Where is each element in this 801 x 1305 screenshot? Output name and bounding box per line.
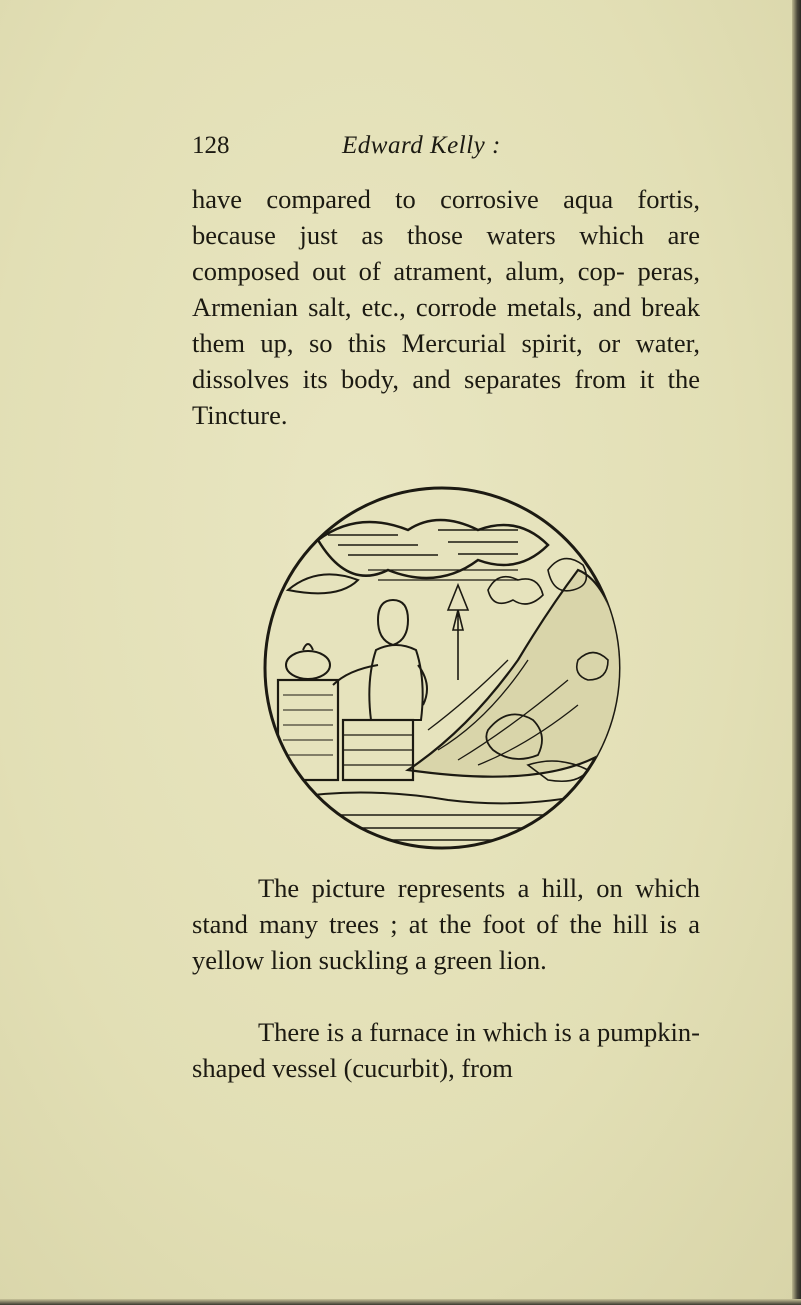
paragraph-1: have compared to corrosive aqua fortis, because just as those waters which are composed out of atrament, alum, cop- peras, Armenian salt, etc., corrode metals, and break them up, so this Mercurial spirit, or water, dissolves its body, and separates from it the Tincture. [192,184,700,430]
page-edge-bottom [0,1299,801,1305]
running-header [192,132,552,164]
paragraph-2: The picture represents a hill, on which stand many trees ; at the foot of the hill is a yellow lion suckling a green lion. [192,873,700,975]
woodcut-illustration [258,480,626,852]
page-edge-right [792,0,801,1305]
page-number: 128 [192,132,230,159]
paragraph-3: There is a furnace in which is a pumpkin-shaped vessel (cucurbit), from [192,1017,700,1083]
alchemist-woodcut-image [258,480,626,852]
running-title: Edward Kelly : [342,132,501,159]
